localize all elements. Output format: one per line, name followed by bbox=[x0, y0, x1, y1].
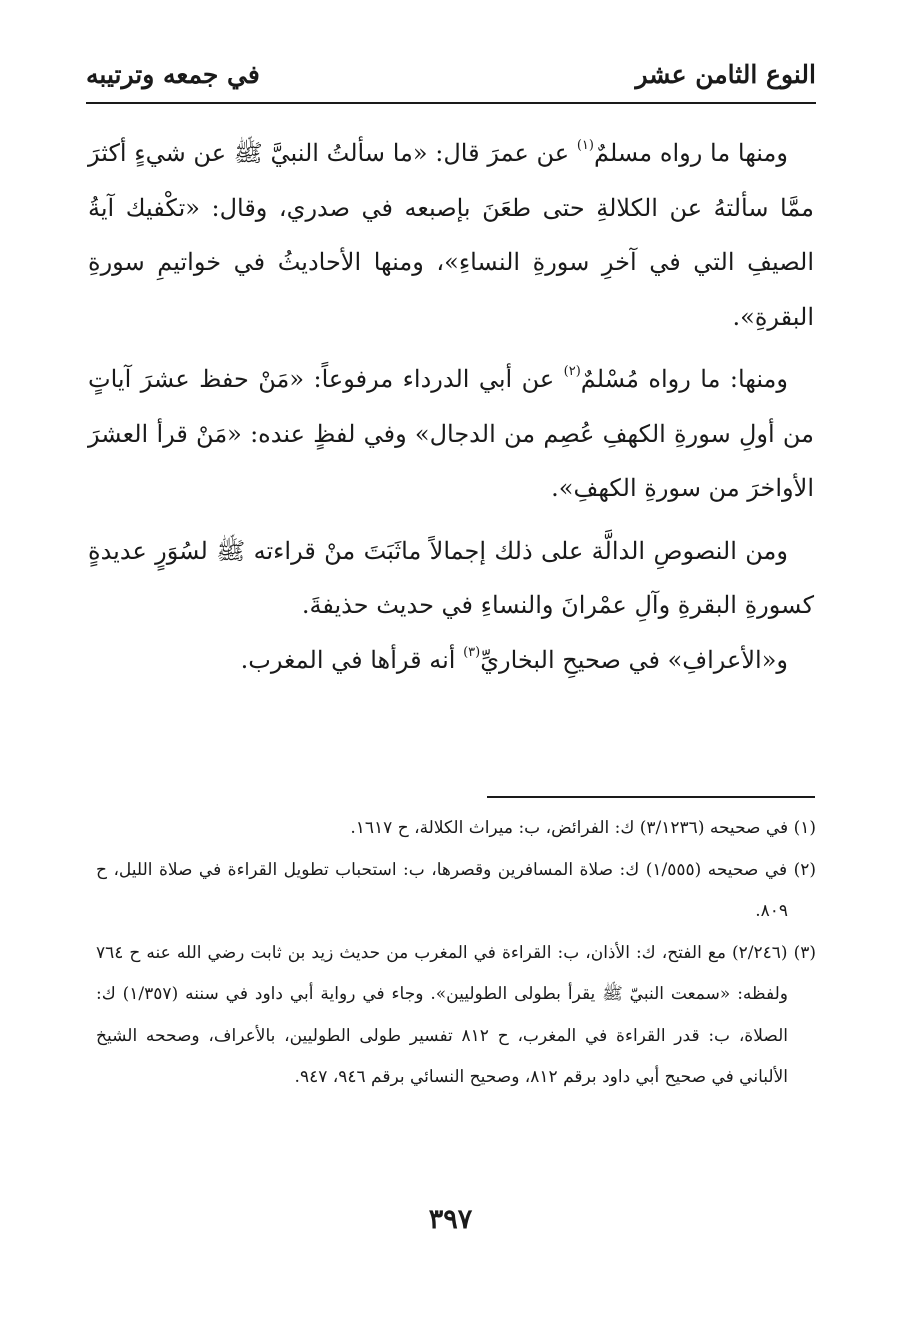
chapter-title: النوع الثامن عشر bbox=[635, 59, 816, 89]
paragraph-text: عن أبي الدرداء مرفوعاً: «مَنْ حفظ عشرَ آياتٍ من أولِ سورةِ الكهفِ عُصِم من الدجال» وفي لفظٍ عنده: «مَنْ قرأ العشرَ الأواخرَ من سورةِ الكهفِ». bbox=[88, 365, 814, 502]
page-number: ٣٩٧ bbox=[428, 1204, 473, 1235]
paragraph bbox=[88, 352, 814, 516]
paragraph-text: عن عمرَ قال: «ما سألتُ النبيَّ ﷺ عن شيءٍ أكثرَ ممَّا سألتهُ عن الكلالةِ حتى طعَنَ بإصبعه في صدري، وقال: «تكْفيك آيةُ الصيفِ التي في آخرِ سورةِ النساءِ»، ومنها الأحاديثُ في خواتيمِ سورةِ البقرةِ». bbox=[88, 139, 814, 331]
footnote-ref: (٢) bbox=[563, 364, 581, 379]
section-title: في جمعه وترتيبه bbox=[86, 59, 260, 89]
paragraph-text: ومنها: ما رواه مُسْلمٌ bbox=[580, 365, 789, 393]
paragraph-text: و«الأعرافِ» في صحيحِ البخاريِّ bbox=[480, 645, 788, 674]
main-text bbox=[88, 126, 814, 695]
paragraph bbox=[88, 524, 814, 633]
paragraph bbox=[88, 126, 814, 344]
footnote: (٢) في صحيحه (١/٥٥٥) ك: صلاة المسافرين وقصرها، ب: استحباب تطويل القراءة في صلاة الليل، ح ٨٠٩. bbox=[96, 859, 816, 921]
footnote-ref: (١) bbox=[576, 138, 594, 153]
footnote-divider bbox=[487, 796, 815, 798]
paragraph-text: ومنها ما رواه مسلمٌ bbox=[593, 139, 788, 167]
paragraph-text: أنه قرأها في المغرب. bbox=[240, 645, 464, 674]
footnote-ref: (٣) bbox=[463, 644, 481, 660]
footnote: (٣) (٢/٢٤٦) مع الفتح، ك: الأذان، ب: القراءة في المغرب من حديث زيد بن ثابت رضي الله عنه ح ٧٦٤ ولفظه: «سمعت النبيّ ﷺ يقرأ بطولى الطوليين». وجاء في رواية أبي داود في سننه (١/٣٥٧) ك: الصلاة، ب: قدر القراءة في المغرب، ح ٨١٢ تفسير طولى الطوليين، بالأعراف، وصححه الشيخ الألباني في صحيح أبي داود برقم ٨١٢، وصحيح النسائي برقم ٩٤٦، ٩٤٧. bbox=[96, 942, 816, 1087]
header-divider bbox=[86, 102, 816, 104]
footnotes bbox=[96, 808, 816, 1099]
paragraph bbox=[88, 633, 814, 688]
running-header bbox=[86, 54, 816, 94]
footnote: (١) في صحيحه (٣/١٢٣٦) ك: الفرائض، ب: ميراث الكلالة، ح ١٦١٧. bbox=[350, 818, 816, 838]
paragraph-text: ومن النصوصِ الدالَّة على ذلك إجمالاً ماثَبَتَ منْ قراءته ﷺ لسُوَرٍ عديدةٍ كسورةِ البقرةِ وآلِ عمْرانَ والنساءِ في حديث حذيفةَ. bbox=[88, 536, 814, 619]
